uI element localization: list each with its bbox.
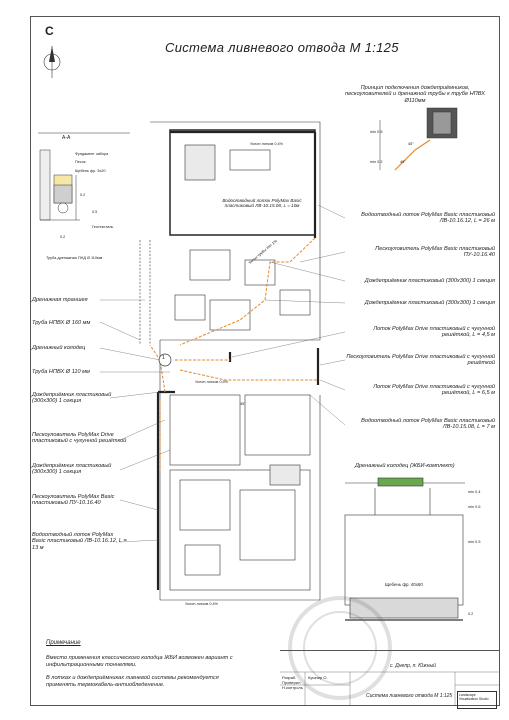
principle-dim-2: 45°: [400, 160, 406, 164]
section-name: А-А: [62, 135, 71, 141]
leader-lines: [100, 205, 345, 542]
principle-title: Принцип подключения дождеприёмников, пескоуловителей и дренажной трубы к трубе НПВХ Ø110мм: [345, 85, 485, 104]
well-dim-2: min 0.5: [468, 540, 481, 544]
section-detail: [38, 133, 130, 220]
principle-dim-1: 45°: [408, 142, 414, 146]
stamp-name-0: Кушнир О.: [308, 675, 328, 680]
right-legend-3: Дождеприёмник пластиковый (300х300) 1 секция: [364, 300, 495, 306]
note-line-2: В лотках и дождеприёмниках ливневой системы рекомендуется: [46, 675, 219, 681]
left-legend-1: Труба НПВХ Ø 160 мм: [32, 320, 91, 326]
well-dim-1: min 0.6: [468, 505, 481, 509]
note-line-0: Вместо применения классического колодца ЖБИ возможен вариант с: [46, 655, 233, 661]
building-outline: [150, 122, 320, 600]
well-gravel-label: Щебень фр. 40х60: [385, 582, 423, 587]
section-dim-0: 0.2: [80, 193, 86, 197]
stamp-location: с. Днепр, п. Южный: [390, 663, 436, 669]
right-legend-4: Лоток PolyMax Drive пластиковый с чугунной решёткой, L = 4,5 м: [373, 326, 495, 339]
stamp-role-1: Проверил: [282, 680, 301, 685]
left-legend-6: Дождеприёмник пластиковый (300х300) 1 секция: [32, 463, 112, 476]
drainage-trench: [140, 240, 150, 345]
section-dim-1: 0.5: [92, 210, 98, 214]
slope-label-c: Уклон трубы min 1%: [247, 238, 278, 266]
section-label-0: Фундамент забора: [75, 152, 109, 156]
inner-tray-label: Водоотводный лоток PolyMax Basic пластиковый ЛВ-10.15.08, L = 10м: [222, 198, 302, 209]
principle-detail: [380, 108, 457, 170]
right-legend-0: Водоотводный лоток PolyMax Basic пластиковый ЛВ-10.16.12, L = 26 м: [361, 212, 495, 225]
slope-label-d: Уклон лотков 0,4%: [185, 602, 219, 606]
studio-logo: Landscape Visualization Studio: [457, 691, 497, 709]
note-line-3: применять термокабель-антиобледенение.: [46, 682, 165, 688]
well-title: Дренажный колодец (ЖБИ-комплект): [355, 463, 455, 469]
section-label-1: Песок: [75, 160, 86, 164]
watermark-seal: [270, 588, 410, 708]
right-legend-1: Пескоуловитель PolyMax Basic пластиковый ПУ-10.16.40: [375, 246, 495, 259]
right-legend-5: Пескоуловитель PolyMax Drive пластиковый с чугунной решёткой: [346, 354, 495, 367]
section-dim-2: 0.2: [60, 235, 66, 239]
stamp-sheet-title: Система ливневого отвода М 1:125: [366, 693, 453, 699]
well-dim-0: min 0.4: [468, 490, 481, 494]
pipes: [150, 238, 318, 470]
stamp-role-0: Разраб.: [282, 675, 297, 680]
note-line-1: инфильтрационными тоннелями.: [46, 662, 137, 668]
left-legend-7: Пескоуловитель PolyMax Basic пластиковый ПУ-10.16.40: [32, 494, 115, 507]
well-number-label: 1: [162, 355, 165, 361]
page-title: Система ливневого отвода М 1:125: [165, 40, 399, 55]
section-label-2: Щебень фр. 5х20: [75, 169, 106, 173]
slope-label-a: Уклон лотков 0,4%: [250, 142, 284, 146]
drainage-well-marker: [159, 354, 171, 366]
right-legend-7: Водоотводный лоток PolyMax Basic пластиковый ЛВ-10.15.08, L = 7 м: [361, 418, 495, 431]
right-legend-6: Лоток PolyMax Drive пластиковый с чугунной решёткой, L = 6,5 м: [373, 384, 495, 397]
left-legend-5: Пескоуловитель PolyMax Drive пластиковый с чугунной решёткой: [32, 432, 127, 445]
north-arrow-icon: [44, 46, 60, 78]
stamp-role-2: Н.контроль: [282, 685, 303, 690]
section-label-3: Геотекстиль: [92, 225, 114, 229]
left-legend-8: Водоотводный лоток PolyMax Basic пластиковый ЛВ-10.16.12, L = 13 м: [32, 532, 127, 551]
left-legend-4: Дождеприёмник пластиковый (300х300) 1 секция: [32, 392, 112, 405]
left-legend-2: Дренажный колодец: [32, 345, 86, 351]
right-legend-2: Дождеприёмник пластиковый (300х300) 1 секция: [364, 278, 495, 284]
principle-dim-3: min 0.2: [370, 160, 383, 164]
well-dim-3: 0.2: [468, 612, 474, 616]
slope-label-b: Уклон лотков 0,5%: [195, 380, 229, 384]
north-label: С: [45, 24, 54, 38]
left-legend-0: Дренажная траншея: [32, 297, 88, 303]
principle-dim-0: min 0.5: [370, 130, 383, 134]
notes-heading: Примечание: [46, 640, 81, 646]
section-label-4: Труба дренажная ПНД Ø 110мм: [46, 256, 103, 260]
left-legend-3: Труба НПВХ Ø 110 мм: [32, 369, 90, 375]
angle-label: 45°: [240, 402, 246, 406]
